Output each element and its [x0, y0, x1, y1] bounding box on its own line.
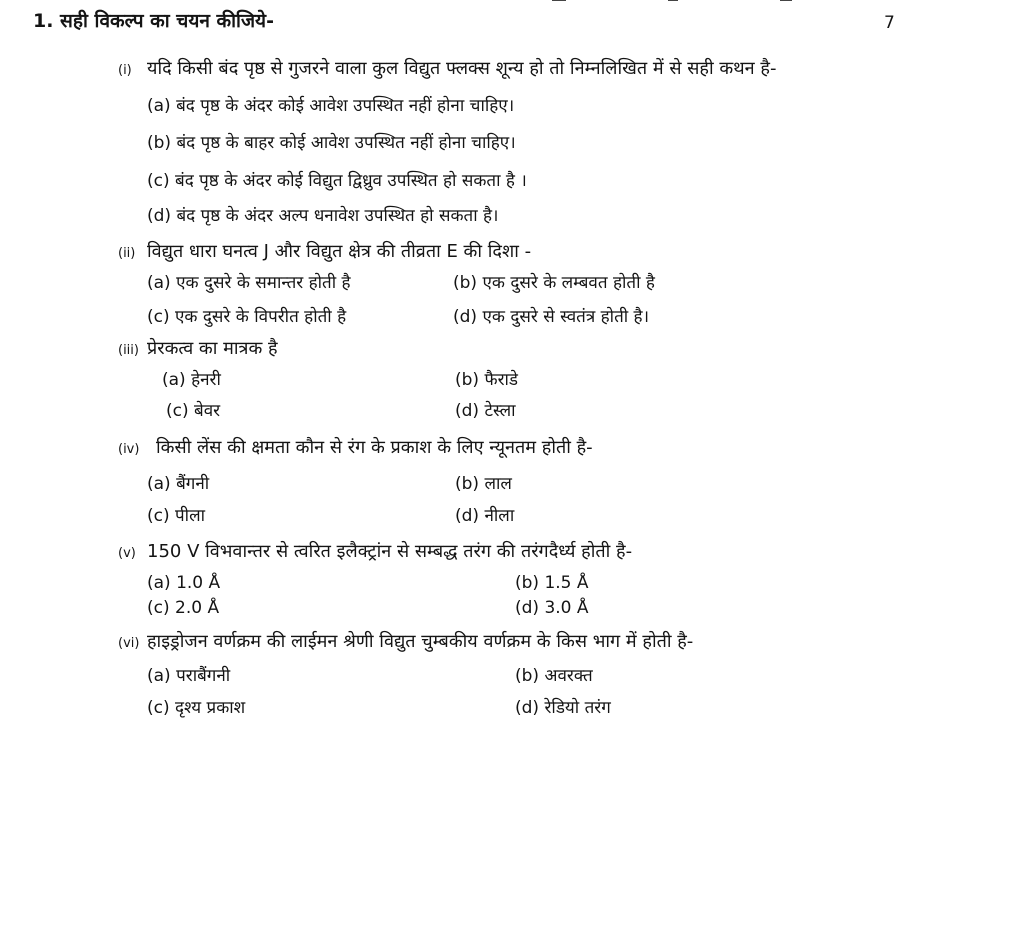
cropped-text-fragment — [668, 0, 678, 1]
cropped-text-fragment — [552, 0, 566, 1]
cropped-text-fragment — [780, 0, 792, 1]
option-d: (d) नीला — [455, 506, 515, 526]
option-a: (a) हेनरी — [162, 370, 221, 390]
option-b: (b) फैराडे — [455, 370, 519, 390]
question-number: (vi) — [118, 636, 140, 651]
option-a: (a) 1.0 Å — [147, 573, 221, 593]
option-d: (d) टेस्ला — [455, 401, 516, 421]
option-d: (d) रेडियो तरंग — [515, 698, 611, 718]
section-title: 1. सही विकल्प का चयन कीजिये- — [33, 10, 274, 32]
option-b: (b) एक दुसरे के लम्बवत होती है — [453, 273, 655, 293]
question-text: किसी लेंस की क्षमता कौन से रंग के प्रकाश के लिए न्यूनतम होती है- — [156, 437, 593, 458]
option-d: (d) 3.0 Å — [515, 598, 589, 618]
question-number: (ii) — [118, 246, 136, 261]
option-b: (b) बंद पृष्ठ के बाहर कोई आवेश उपस्थित नहीं होना चाहिए। — [147, 133, 516, 153]
option-c: (c) बंद पृष्ठ के अंदर कोई विद्युत द्विध्रुव उपस्थित हो सकता है । — [147, 171, 527, 191]
option-a: (a) एक दुसरे के समान्तर होती है — [147, 273, 351, 293]
question-text: हाइड्रोजन वर्णक्रम की लाईमन श्रेणी विद्युत चुम्बकीय वर्णक्रम के किस भाग में होती है- — [147, 631, 694, 652]
option-a: (a) बैंगनी — [147, 474, 210, 494]
question-text: 150 V विभवान्तर से त्वरित इलैक्ट्रांन से सम्बद्ध तरंग की तरंगदैर्ध्य होती है- — [147, 541, 633, 562]
option-b: (b) अवरक्त — [515, 666, 593, 686]
option-c: (c) दृश्य प्रकाश — [147, 698, 246, 718]
option-d: (d) एक दुसरे से स्वतंत्र होती है। — [453, 307, 650, 327]
question-number: (v) — [118, 546, 136, 561]
question-text: यदि किसी बंद पृष्ठ से गुजरने वाला कुल विद्युत फ्लक्स शून्य हो तो निम्नलिखित में से सही कथन है- — [147, 58, 777, 79]
option-c: (c) एक दुसरे के विपरीत होती है — [147, 307, 347, 327]
option-a: (a) पराबैंगनी — [147, 666, 231, 686]
option-b: (b) 1.5 Å — [515, 573, 589, 593]
question-text: विद्युत धारा घनत्व J और विद्युत क्षेत्र की तीव्रता E की दिशा - — [147, 241, 532, 262]
marks-label: 7 — [884, 13, 895, 33]
question-number: (i) — [118, 63, 132, 78]
option-d: (d) बंद पृष्ठ के अंदर अल्प धनावेश उपस्थित हो सकता है। — [147, 206, 499, 226]
option-b: (b) लाल — [455, 474, 512, 494]
option-c: (c) पीला — [147, 506, 206, 526]
question-number: (iii) — [118, 343, 139, 358]
question-number: (iv) — [118, 442, 140, 457]
option-a: (a) बंद पृष्ठ के अंदर कोई आवेश उपस्थित नहीं होना चाहिए। — [147, 96, 515, 116]
question-text: प्रेरकत्व का मात्रक है — [147, 338, 278, 359]
option-c: (c) बेवर — [166, 401, 221, 421]
option-c: (c) 2.0 Å — [147, 598, 220, 618]
